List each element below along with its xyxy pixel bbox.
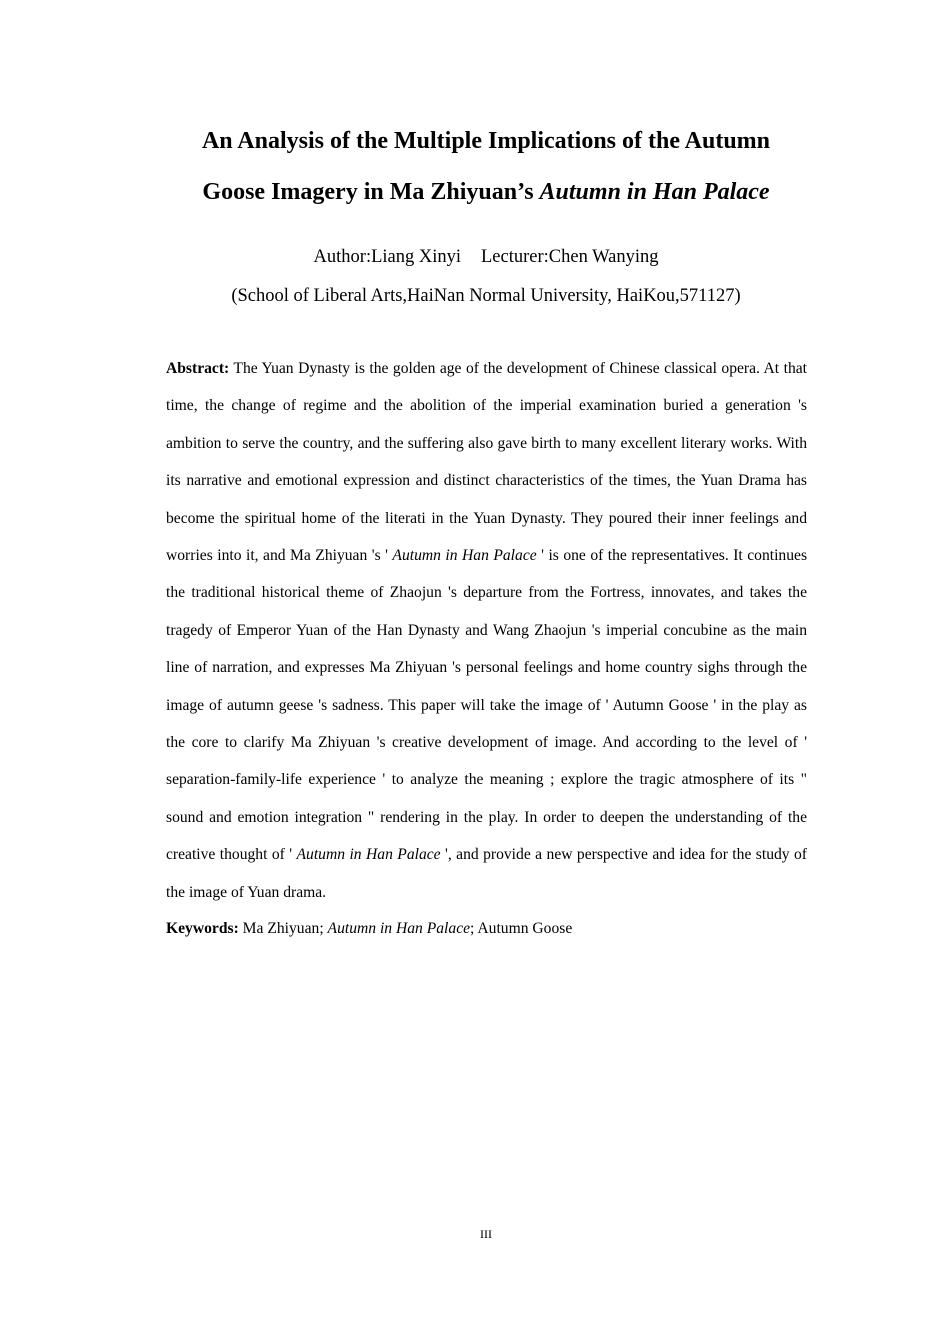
title-line-2 bbox=[120, 167, 852, 218]
title-work-name: Autumn in Han Palace bbox=[539, 179, 770, 205]
title-line-2-text: Goose Imagery in Ma Zhiyuan’s bbox=[202, 179, 540, 205]
keyword-2: Autumn in Han Palace bbox=[327, 920, 471, 937]
abstract-work-name-2: Autumn in Han Palace bbox=[296, 846, 441, 864]
author-line bbox=[120, 244, 852, 270]
abstract-paragraph bbox=[166, 350, 807, 911]
keywords-label: Keywords: bbox=[166, 920, 239, 937]
title-line-1: An Analysis of the Multiple Implications of the Autumn bbox=[201, 128, 771, 154]
abstract-work-name-1: Autumn in Han Palace bbox=[392, 547, 537, 565]
lecturer-name: Lecturer:Chen Wanying bbox=[481, 247, 659, 267]
abstract-label: Abstract: bbox=[166, 360, 230, 377]
keywords-line bbox=[166, 910, 807, 947]
affiliation: (School of Liberal Arts,HaiNan Normal University, HaiKou,571127) bbox=[231, 286, 741, 306]
page-number: III bbox=[480, 1227, 492, 1241]
abstract-text-2: ' is one of the representatives. It continues the traditional historical theme of Zhaojun 's departure from the Fortress, innovates, and takes the tragedy of Emperor Yuan of the Han Dynasty and Wang Zhaojun 's imperial concubine as the main line of narration, and expresses Ma Zhiyuan 's personal feelings and home country sighs through the image of autumn geese 's sadness. This paper will take the image of ' Autumn Goose ' in the play as the core to clarify Ma Zhiyuan 's creative development of image. And according to the level of ' separation-family-life experience ' to analyze the meaning ; explore the tragic atmosphere of its " sound and emotion integration " rendering in the play. In order to deepen the understanding of the creative thought of ' bbox=[166, 547, 808, 864]
keyword-3: ; Autumn Goose bbox=[470, 920, 573, 937]
paper-title bbox=[120, 116, 852, 218]
abstract-text-1: The Yuan Dynasty is the golden age of the development of Chinese classical opera. At that time, the change of regime and the abolition of the imperial examination buried a generation 's ambition to serve the country, and the suffering also gave birth to many excellent literary works. With its narrative and emotional expression and distinct characteristics of the times, the Yuan Drama has become the spiritual home of the literati in the Yuan Dynasty. They poured their inner feelings and worries into it, and Ma Zhiyuan 's ' bbox=[166, 360, 807, 565]
author-name: Author:Liang Xinyi bbox=[313, 247, 461, 267]
keyword-1: Ma Zhiyuan; bbox=[238, 920, 328, 937]
abstract-text-3: ', and provide a new perspective and idea for the study of the image of Yuan drama. bbox=[166, 846, 808, 901]
